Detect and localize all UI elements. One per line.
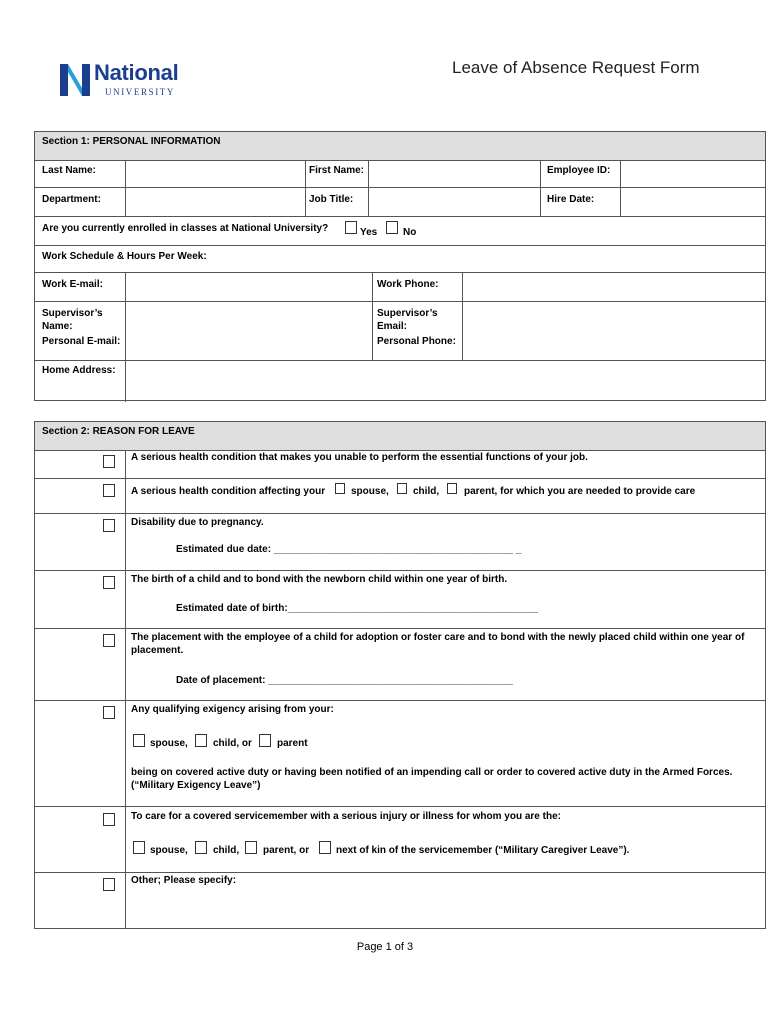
reason-6-parent-checkbox[interactable] — [259, 734, 271, 747]
reason-6-label: Any qualifying exigency arising from your: — [131, 704, 334, 715]
reason-1-label: A serious health condition that makes you unable to perform the essential functions of your job. — [131, 452, 588, 463]
section-personal-information — [34, 131, 766, 401]
reason-7-kin-checkbox[interactable] — [319, 841, 331, 854]
first-name-input[interactable] — [370, 161, 538, 186]
department-input[interactable] — [127, 189, 303, 215]
reason-7-spouse-label: spouse, — [150, 845, 188, 856]
supervisor-email-input[interactable] — [464, 303, 762, 329]
reason-2-spouse-label: spouse, — [351, 486, 389, 497]
first-name-label: First Name: — [309, 165, 365, 176]
enrolled-question: Are you currently enrolled in classes at National University? — [42, 223, 329, 234]
hire-date-label: Hire Date: — [547, 194, 595, 205]
other-specify-input[interactable] — [127, 889, 762, 925]
reason-7-parent-checkbox[interactable] — [245, 841, 257, 854]
work-phone-input[interactable] — [464, 274, 762, 300]
home-address-input[interactable] — [127, 362, 762, 399]
department-label: Department: — [42, 194, 101, 205]
logo-name: National — [94, 60, 179, 85]
reason-1-checkbox[interactable] — [103, 455, 115, 468]
section1-title: Section 1: PERSONAL INFORMATION — [35, 132, 765, 161]
reason-6-parent-label: parent — [277, 738, 308, 749]
personal-email-input[interactable] — [127, 332, 370, 358]
form-title: Leave of Absence Request Form — [452, 58, 700, 77]
reason-5-checkbox[interactable] — [103, 634, 115, 647]
page-number: Page 1 of 3 — [356, 941, 414, 953]
reason-4-label: The birth of a child and to bond with the newborn child within one year of birth. — [131, 574, 508, 585]
reason-7-child-checkbox[interactable] — [195, 841, 207, 854]
enrolled-yes-checkbox[interactable] — [345, 221, 357, 234]
reason-7-spouse-checkbox[interactable] — [133, 841, 145, 854]
reason-7-child-label: child, — [213, 845, 240, 856]
placement-date-line[interactable]: Date of placement: ____________________________________________ — [176, 675, 513, 686]
work-phone-label: Work Phone: — [377, 279, 439, 290]
reason-2-parent-checkbox[interactable] — [447, 483, 457, 494]
work-email-input[interactable] — [127, 274, 370, 300]
reason-7-label: To care for a covered servicemember with a serious injury or illness for whom you are the: — [131, 811, 561, 822]
reason-6-spouse-checkbox[interactable] — [133, 734, 145, 747]
home-address-label: Home Address: — [42, 365, 116, 376]
reason-2-checkbox[interactable] — [103, 484, 115, 497]
personal-phone-input[interactable] — [464, 332, 762, 358]
supervisor-name-label: Supervisor’s Name: — [42, 308, 103, 332]
logo-subtitle: UNIVERSITY — [105, 87, 175, 97]
last-name-label: Last Name: — [42, 165, 96, 176]
due-date-line[interactable]: Estimated due date: ___________________________________________ _ — [176, 544, 522, 555]
employee-id-input[interactable] — [622, 161, 762, 186]
reason-2-spouse-checkbox[interactable] — [335, 483, 345, 494]
reason-6-spouse-label: spouse, — [150, 738, 188, 749]
reason-6-description: being on covered active duty or having been notified of an impending call or order to covered active duty in the Armed Forces. (“Military Exigency Leave”) — [131, 767, 733, 791]
last-name-input[interactable] — [127, 161, 303, 186]
birth-date-line[interactable]: Estimated date of birth:_____________________________________________ — [176, 603, 538, 614]
supervisor-email-label: Supervisor’s Email: — [377, 308, 438, 332]
enrolled-no-checkbox[interactable] — [386, 221, 398, 234]
reason-6-child-checkbox[interactable] — [195, 734, 207, 747]
reason-4-checkbox[interactable] — [103, 576, 115, 589]
job-title-label: Job Title: — [309, 194, 354, 205]
reason-2-parent-label: parent, for which you are needed to provide care — [464, 486, 696, 497]
reason-3-label: Disability due to pregnancy. — [131, 517, 264, 528]
personal-phone-label: Personal Phone: — [377, 336, 456, 347]
reason-2-child-checkbox[interactable] — [397, 483, 407, 494]
personal-email-label: Personal E-mail: — [42, 336, 121, 347]
section-reason-for-leave — [34, 421, 766, 929]
reason-7-checkbox[interactable] — [103, 813, 115, 826]
reason-2-child-label: child, — [413, 486, 440, 497]
hire-date-input[interactable] — [622, 189, 762, 215]
job-title-input[interactable] — [370, 189, 538, 215]
reason-3-checkbox[interactable] — [103, 519, 115, 532]
enrolled-no-label: No — [403, 227, 417, 238]
reason-8-label: Other; Please specify: — [131, 875, 237, 886]
reason-8-checkbox[interactable] — [103, 878, 115, 891]
reason-6-child-label: child, or — [213, 738, 252, 749]
supervisor-name-input[interactable] — [127, 303, 370, 329]
enrolled-yes-label: Yes — [360, 227, 378, 238]
reason-6-checkbox[interactable] — [103, 706, 115, 719]
reason-2-label: A serious health condition affecting your — [131, 486, 326, 497]
reason-7-parent-label: parent, or — [263, 845, 310, 856]
work-email-label: Work E-mail: — [42, 279, 103, 290]
work-schedule-label: Work Schedule & Hours Per Week: — [42, 251, 207, 262]
reason-7-kin-label: next of kin of the servicemember (“Military Caregiver Leave”). — [336, 845, 630, 856]
logo-mark-icon — [60, 64, 94, 101]
reason-5-label: The placement with the employee of a child for adoption or foster care and to bond with the newly placed child within one year of placement. — [131, 632, 745, 656]
employee-id-label: Employee ID: — [547, 165, 611, 176]
section2-title: Section 2: REASON FOR LEAVE — [35, 422, 765, 451]
